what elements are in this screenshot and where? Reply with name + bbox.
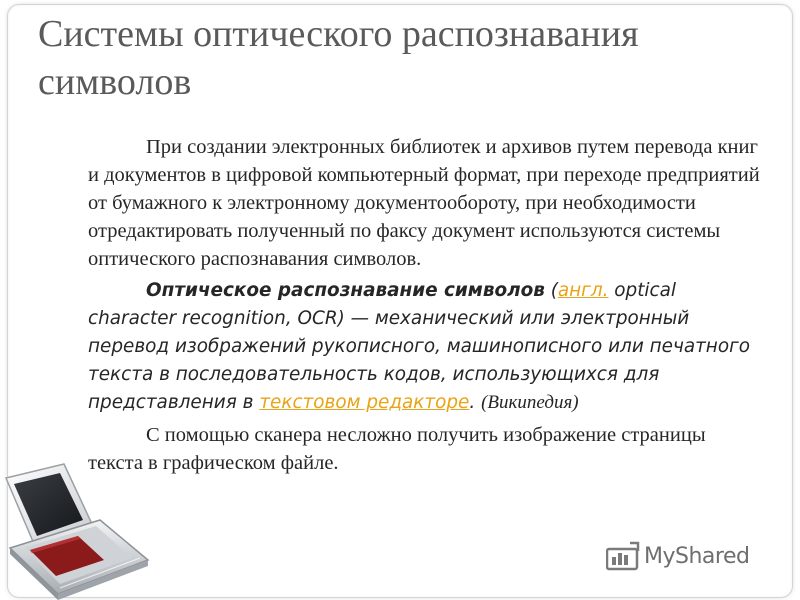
slide-title: Системы оптического распознавания символов: [38, 13, 639, 103]
watermark: [606, 538, 766, 574]
link-english[interactable]: англ.: [557, 280, 609, 301]
definition-term: Оптическое распознавание символов: [146, 280, 545, 301]
slide-content: [88, 133, 760, 477]
myshared-logo-icon: [606, 541, 640, 571]
paragraph-definition: [88, 277, 760, 417]
definition-end: .: [469, 392, 482, 413]
scanner-icon: [0, 460, 160, 600]
definition-open: (: [544, 280, 558, 301]
source-wikipedia: (Википедия): [481, 392, 579, 413]
paragraph-scanner: С помощью сканера несложно получить изображение страницы текста в графическом файле.: [88, 424, 706, 474]
link-text-editor[interactable]: текстовом редакторе: [259, 392, 470, 413]
definition-body: optical character recognition, OCR) — механический или электронный перевод изображений рукописного, машинописного или печатного текста в последовательность кодов, использующихся для представления в: [88, 280, 750, 413]
paragraph-intro: При создании электронных библиотек и архивов путем перевода книг и документов в цифровой компьютерный формат, при переходе предприятий от бумажного к электронному документообороту, при необходимости отредактировать полученный по факсу документ используются системы оптического распознавания символов.: [88, 136, 760, 270]
watermark-text: MyShared: [644, 543, 750, 569]
